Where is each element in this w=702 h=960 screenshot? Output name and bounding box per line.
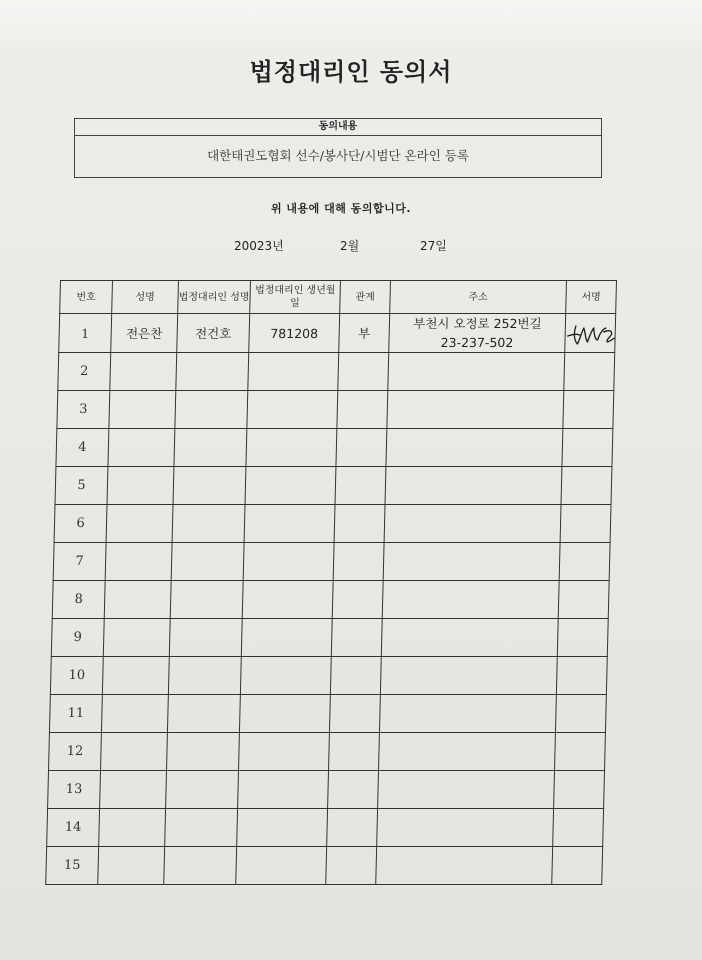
row-name bbox=[106, 505, 173, 543]
table-row bbox=[58, 353, 615, 391]
row-address bbox=[376, 847, 553, 885]
row-address bbox=[379, 733, 556, 771]
row-relation bbox=[329, 695, 380, 733]
row-number: 9 bbox=[51, 619, 104, 657]
row-guardian-name bbox=[170, 581, 243, 619]
row-signature bbox=[562, 429, 613, 467]
date-year: 20023년 bbox=[234, 239, 284, 253]
header-relation: 관계 bbox=[340, 281, 391, 314]
row-number: 1 bbox=[59, 314, 112, 353]
row-signature bbox=[561, 467, 612, 505]
row-signature bbox=[559, 543, 610, 581]
row-guardian-name bbox=[173, 467, 246, 505]
table-row bbox=[49, 733, 606, 771]
row-relation bbox=[329, 733, 380, 771]
agree-statement: 위 내용에 대해 동의합니다. bbox=[270, 202, 412, 215]
table-row bbox=[47, 809, 604, 847]
row-address bbox=[382, 581, 559, 619]
row-guardian-name bbox=[171, 543, 244, 581]
registration-table-wrap bbox=[45, 280, 616, 900]
row-guardian-name: 전건호 bbox=[177, 314, 250, 353]
row-signature bbox=[555, 695, 606, 733]
page-top-edge bbox=[0, 0, 702, 48]
row-signature bbox=[563, 391, 614, 429]
row-guardian-birth bbox=[237, 809, 328, 847]
row-number: 4 bbox=[56, 429, 109, 467]
row-guardian-birth: 781208 bbox=[249, 314, 340, 353]
row-address bbox=[377, 809, 554, 847]
row-number: 8 bbox=[52, 581, 105, 619]
table-row bbox=[50, 657, 607, 695]
table-row bbox=[55, 467, 612, 505]
row-number: 10 bbox=[50, 657, 103, 695]
row-guardian-birth bbox=[245, 467, 336, 505]
row-relation bbox=[326, 847, 377, 885]
row-guardian-birth bbox=[244, 505, 335, 543]
row-address bbox=[378, 771, 555, 809]
table-row bbox=[56, 429, 613, 467]
row-name bbox=[107, 467, 174, 505]
row-address bbox=[380, 657, 557, 695]
row-address bbox=[386, 429, 563, 467]
document-title: 법정대리인 동의서 bbox=[249, 58, 453, 86]
table-row bbox=[57, 391, 614, 429]
row-name: 전은찬 bbox=[111, 314, 178, 353]
row-guardian-birth bbox=[238, 771, 329, 809]
row-name bbox=[98, 847, 165, 885]
row-name bbox=[109, 391, 176, 429]
row-signature bbox=[556, 657, 607, 695]
row-number: 6 bbox=[54, 505, 107, 543]
table-row bbox=[59, 314, 616, 353]
row-relation: 부 bbox=[339, 314, 390, 353]
row-name bbox=[105, 543, 172, 581]
row-number: 5 bbox=[55, 467, 108, 505]
row-guardian-birth bbox=[243, 543, 334, 581]
row-guardian-birth bbox=[240, 657, 331, 695]
row-signature bbox=[564, 353, 615, 391]
row-number: 3 bbox=[57, 391, 110, 429]
row-signature bbox=[557, 619, 608, 657]
row-address bbox=[384, 505, 561, 543]
row-address bbox=[381, 619, 558, 657]
row-guardian-birth bbox=[248, 353, 339, 391]
row-signature bbox=[554, 771, 605, 809]
row-relation bbox=[334, 505, 385, 543]
row-guardian-name bbox=[166, 771, 239, 809]
row-guardian-name bbox=[164, 847, 237, 885]
row-guardian-name bbox=[165, 809, 238, 847]
table-row bbox=[51, 619, 608, 657]
row-name bbox=[100, 771, 167, 809]
row-name bbox=[101, 695, 168, 733]
row-number: 14 bbox=[47, 809, 100, 847]
date-month: 2월 bbox=[340, 239, 360, 253]
row-address bbox=[387, 391, 564, 429]
consent-box bbox=[74, 118, 602, 178]
table-row bbox=[49, 695, 606, 733]
header-signature: 서명 bbox=[566, 281, 617, 314]
header-guardian-birth: 법정대리인 생년월일 bbox=[250, 281, 341, 314]
consent-text: 대한태권도협회 선수/봉사단/시범단 온라인 등록 bbox=[207, 148, 469, 163]
row-guardian-birth bbox=[239, 695, 330, 733]
row-address bbox=[385, 467, 562, 505]
row-signature bbox=[555, 733, 606, 771]
header-guardian-name: 법정대리인 성명 bbox=[178, 281, 251, 314]
table-row bbox=[52, 581, 609, 619]
table-header-row bbox=[60, 281, 617, 314]
row-number: 15 bbox=[46, 847, 99, 885]
row-relation bbox=[337, 391, 388, 429]
consent-header: 동의내용 bbox=[75, 119, 601, 136]
row-relation bbox=[338, 353, 389, 391]
row-guardian-name bbox=[167, 733, 240, 771]
row-address bbox=[389, 314, 566, 353]
table-row bbox=[53, 543, 610, 581]
date-day: 27일 bbox=[420, 239, 447, 253]
row-relation bbox=[328, 771, 379, 809]
row-guardian-name bbox=[174, 429, 247, 467]
row-guardian-birth bbox=[239, 733, 330, 771]
address-line-1: 부천시 오정로 252번길 bbox=[413, 316, 542, 331]
table-row bbox=[48, 771, 605, 809]
row-name bbox=[99, 809, 166, 847]
row-guardian-name bbox=[168, 657, 241, 695]
row-number: 7 bbox=[53, 543, 106, 581]
row-relation bbox=[330, 657, 381, 695]
row-guardian-birth bbox=[246, 429, 337, 467]
row-guardian-name bbox=[172, 505, 245, 543]
row-signature bbox=[560, 505, 611, 543]
row-relation bbox=[336, 429, 387, 467]
row-number: 13 bbox=[48, 771, 101, 809]
table-row bbox=[46, 847, 603, 885]
row-name bbox=[104, 581, 171, 619]
row-address bbox=[388, 353, 565, 391]
row-address bbox=[379, 695, 556, 733]
row-name bbox=[110, 353, 177, 391]
row-number: 2 bbox=[58, 353, 111, 391]
row-name bbox=[101, 733, 168, 771]
row-relation bbox=[335, 467, 386, 505]
row-guardian-birth bbox=[236, 847, 327, 885]
table-row bbox=[54, 505, 611, 543]
row-guardian-name bbox=[175, 391, 248, 429]
registration-table bbox=[45, 280, 617, 885]
row-guardian-name bbox=[167, 695, 240, 733]
row-name bbox=[108, 429, 175, 467]
row-signature bbox=[565, 314, 616, 353]
row-address bbox=[383, 543, 560, 581]
address-line-2: 23-237-502 bbox=[440, 335, 514, 350]
row-number: 12 bbox=[49, 733, 102, 771]
row-signature bbox=[552, 847, 603, 885]
header-number: 번호 bbox=[60, 281, 113, 314]
row-signature bbox=[558, 581, 609, 619]
handwritten-signature-icon bbox=[565, 318, 615, 348]
row-relation bbox=[331, 619, 382, 657]
row-guardian-birth bbox=[241, 619, 332, 657]
row-relation bbox=[332, 581, 383, 619]
row-name bbox=[103, 619, 170, 657]
header-name: 성명 bbox=[112, 281, 179, 314]
header-address: 주소 bbox=[390, 281, 567, 314]
row-guardian-name bbox=[176, 353, 249, 391]
row-number: 11 bbox=[49, 695, 102, 733]
row-relation bbox=[333, 543, 384, 581]
row-name bbox=[102, 657, 169, 695]
row-signature bbox=[553, 809, 604, 847]
row-guardian-birth bbox=[242, 581, 333, 619]
row-guardian-birth bbox=[247, 391, 338, 429]
row-relation bbox=[327, 809, 378, 847]
row-guardian-name bbox=[169, 619, 242, 657]
